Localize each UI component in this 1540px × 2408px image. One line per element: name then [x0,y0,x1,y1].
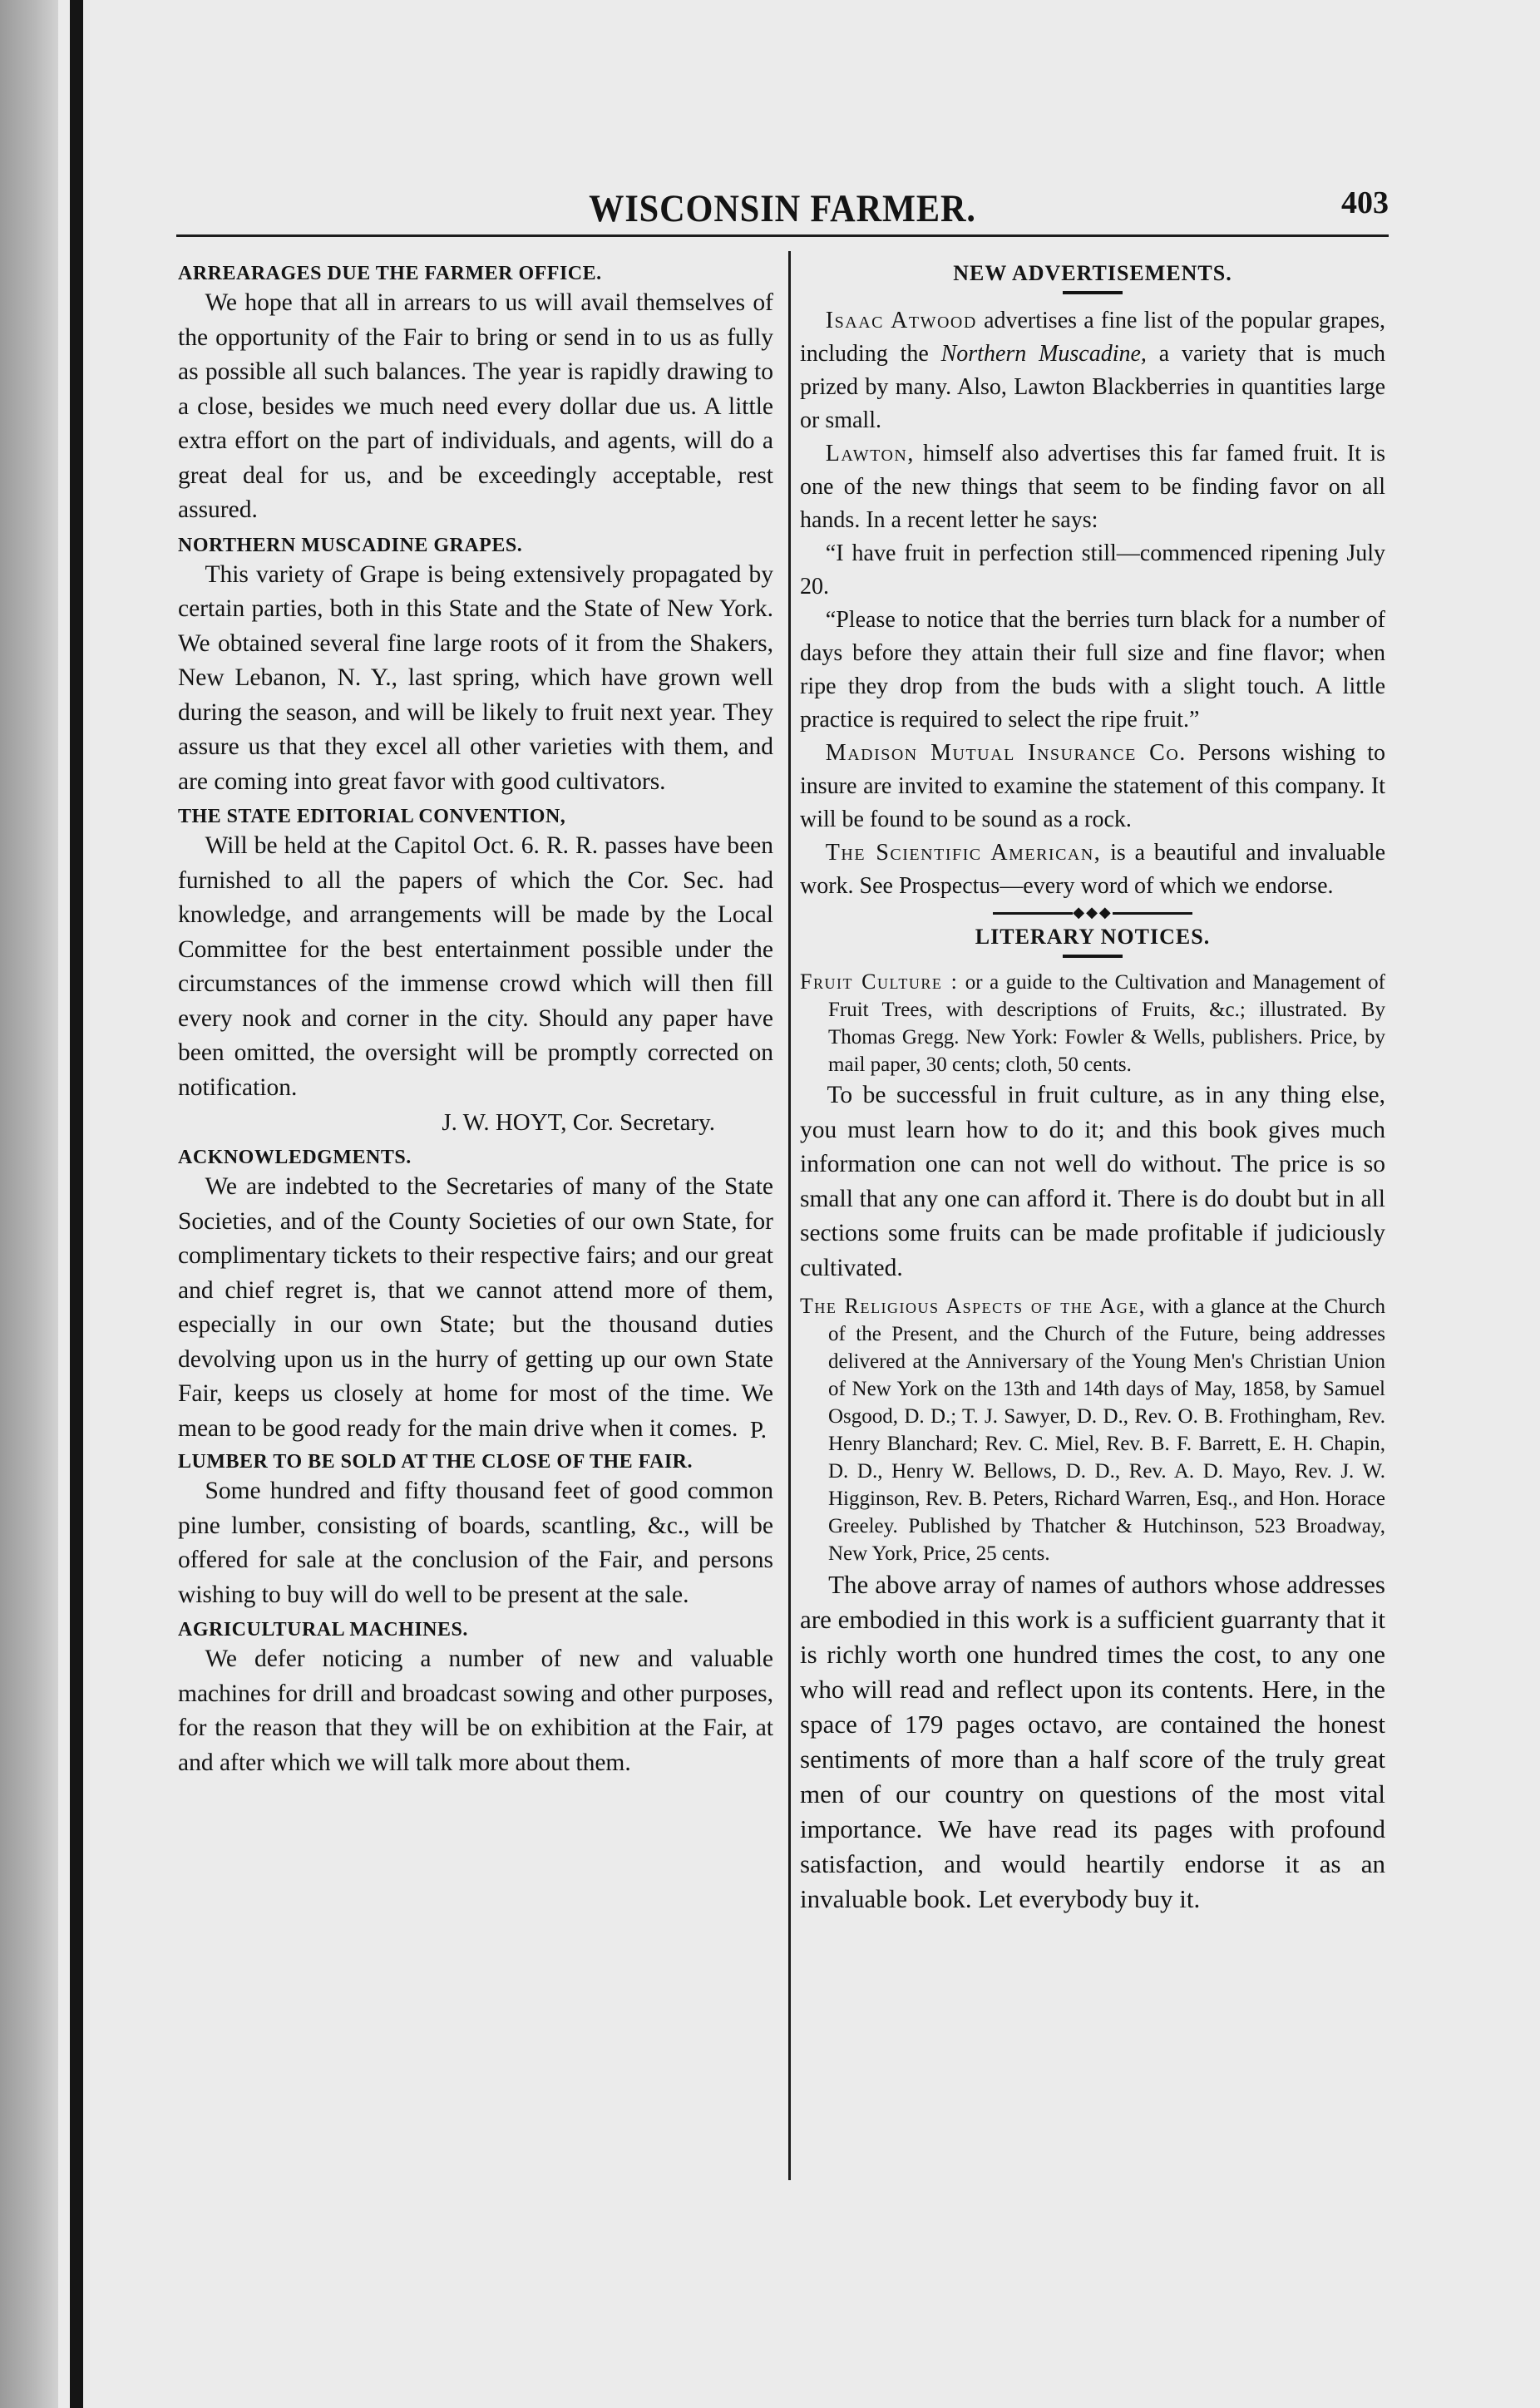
new-ads-heading: NEW ADVERTISEMENTS. [953,261,1232,285]
atwood-variety: Northern Muscadine, [940,341,1147,367]
book2-review: The above array of names of authors whose addresses are embodied in this work is a sufficient guarranty that it is richly worth one hundred times the cost, to any one who will read and reflect upon its contents. Here, in the space of 179 pages octavo, are contained the honest sentiments of more than a half score of the truly great men of our country on questions of the most vital importance. We have read its pages with profound satisfaction, and would heartily endorse it as an invaluable book. Let everybody buy it. [800,1570,1385,1913]
literary-rule [1063,955,1123,958]
book1-entry [800,968,1385,1078]
acknowledgments-body: We are indebted to the Secretaries of many of the State Societies, and of the County Societies of our own State, for complimentary tickets to their respective fairs; and our great and chief regret is, that we cannot attend more of them, especially in our own State; but the thousand duties devolving upon us in the hurry of getting up our own State Fair, keeps us closely at home for most of the time. We mean to be good ready for the main drive when it comes. [178,1173,773,1442]
new-ads-rule [1063,291,1123,294]
journal-title: WISCONSIN FARMER. [589,187,976,230]
literary-heading: LITERARY NOTICES. [975,925,1211,949]
atwood-text-a: advertises a fine list of the popular grapes, including the [800,308,1386,367]
acknowledgments-heading: ACKNOWLEDGMENTS. [178,1147,412,1168]
acknowledgments-signoff: P. [749,1417,767,1443]
right-column [800,256,1385,1917]
atwood-name: Isaac Atwood [825,308,977,333]
sciam-text: is a beautiful and invaluable work. See Prospectus—every word of which we endorse. [800,840,1386,899]
book1-review: To be successful in fruit culture, as in any thing else, you must learn how to do it; and this book gives much information one can not well do without. The price is so small that any one can afford it. There is do doubt but in all sections some fruits can be made profitable if judiciously cultivated. [800,1082,1385,1281]
machines-body: We defer noticing a number of new and valuable machines for drill and broadcast sowing and other purposes, for the reason that they will be on exhibition at the Fair, at and after which we will talk more about them. [178,1646,773,1776]
atwood-text-b: a variety that is much prized by many. Also, Lawton Blackberries in quantities large or small. [800,341,1386,433]
muscadine-heading: NORTHERN MUSCADINE GRAPES. [178,534,523,556]
lawton-text: himself also advertises this far famed fruit. It is one of the new things that seem to be finding favor on all hands. In a recent letter he says: [800,441,1386,533]
book2-title: The Religious Aspects of the Age, [800,1294,1146,1318]
gutter-edge [70,0,83,2408]
lawton-quote-2: “Please to notice that the berries turn black for a number of days before they attain their full size and fine flavor; when ripe they drop from the buds with a slight touch. A little practice is required to select the ripe fruit.” [800,607,1385,733]
column-divider [788,251,791,2180]
muscadine-body: This variety of Grape is being extensively propagated by certain parties, both in this State and the State of New York. We obtained several fine large roots of it from the Shakers, New Lebanon, N. Y., last spring, which have grown well during the season, and will be likely to fruit next year. They assure us that they excel all other varieties with them, and are coming into great favor with good cultivators. [178,560,773,795]
running-header [176,185,1389,234]
lumber-heading: LUMBER TO BE SOLD AT THE CLOSE OF THE FAIR. [178,1451,693,1473]
atwood-ad [800,304,1385,437]
lawton-ad [800,437,1385,537]
convention-body: Will be held at the Capitol Oct. 6. R. R. passes have been furnished to all the papers of which the Cor. Sec. had knowledge, and arrangements will be made by the Local Committee for the best entertainment possible under the circumstances of the immense crowd which will then fill every nook and corner in the city. Should any paper have been omitted, the oversight will be promptly corrected on notification. [178,832,773,1101]
arrearages-heading: ARREARAGES DUE THE FARMER OFFICE. [178,263,602,284]
book-binding [0,0,58,2408]
left-column [178,256,773,1780]
madison-text: Persons wishing to insure are invited to examine the statement of this company. It will be found to be sound as a rock. [800,740,1385,832]
sciam-name: The Scientific American, [825,840,1102,866]
convention-heading: THE STATE EDITORIAL CONVENTION, [178,806,566,827]
machines-heading: AGRICULTURAL MACHINES. [178,1619,468,1641]
ornament-rule: ◆◆◆ [800,905,1385,920]
arrearages-body: We hope that all in arrears to us will avail themselves of the opportunity of the Fair to bring or send in to us as fully as possible all such balances. The year is rapidly drawing to a close, besides we much need every dollar due us. A little extra effort on the part of individuals, and agents, will do a great deal for us, and be exceedingly acceptable, rest assured. [178,289,773,523]
lawton-name: Lawton, [825,441,915,466]
header-rule [176,234,1389,237]
page-number: 403 [1341,185,1389,220]
madison-ad [800,737,1385,836]
lawton-quote-1: “I have fruit in perfection still—commenced ripening July 20. [800,540,1385,600]
sciam-ad [800,836,1385,903]
book1-title: Fruit Culture : [800,970,959,994]
book2-entry [800,1292,1385,1567]
madison-name: Madison Mutual Insurance Co. [825,740,1187,766]
book1-text: or a guide to the Cultivation and Management of Fruit Trees, with descriptions of Fruits, &c.; illustrated. By Thomas Gregg. New York: Fowler & Wells, publishers. Price, by mail paper, 30 cents; cloth, 50 cents. [828,971,1385,1076]
convention-signature: J. W. HOYT, Cor. Secretary. [442,1109,715,1136]
book2-text: with a glance at the Church of the Present, and the Church of the Future, being addresses delivered at the Anniversary of the Young Men's Christian Union of New York on the 13th and 14th days of May, 1858, by Samuel Osgood, D. D.; T. J. Sawyer, D. D., Rev. O. B. Frothingham, Rev. Henry Blanchard; Rev. C. Miel, Rev. B. F. Barrett, E. H. Chapin, D. D., Henry W. Bellows, D. D., Rev. A. D. Mayo, Rev. J. W. Higginson, Rev. B. Peters, Richard Warren, Esq., and Hon. Horace Greeley. Published by Thatcher & Hutchinson, 523 Broadway, New York, Price, 25 cents. [828,1295,1385,1565]
lumber-body: Some hundred and fifty thousand feet of good common pine lumber, consisting of boards, scantling, &c., will be offered for sale at the conclusion of the Fair, and persons wishing to buy will do well to be present at the sale. [178,1478,773,1608]
